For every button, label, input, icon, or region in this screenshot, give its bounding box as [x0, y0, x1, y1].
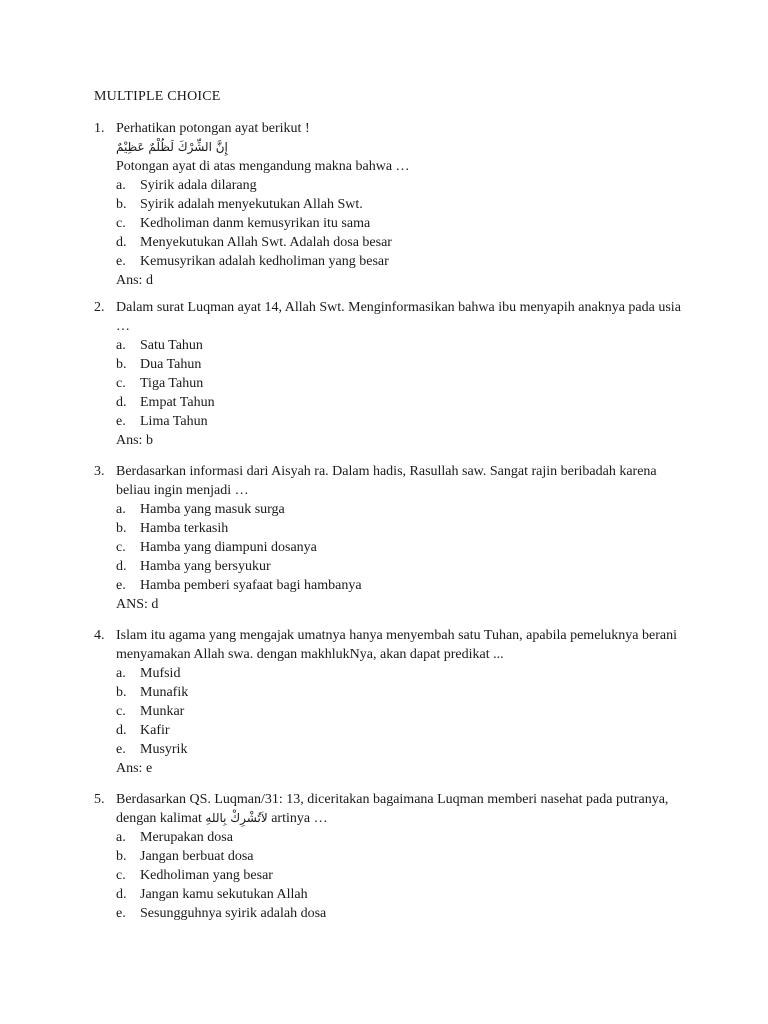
question-text: Islam itu agama yang mengajak umatnya hanya menyembah satu Tuhan, apabila pemeluknya berani menyamakan Allah swa. dengan makhlukNya, akan dapat predikat ... [116, 628, 677, 662]
option-text: Mufsid [140, 666, 181, 681]
answer-key: Ans: b [116, 433, 153, 448]
answer-key: Ans: d [116, 273, 153, 288]
question-text: Perhatikan potongan ayat berikut ! [116, 121, 310, 136]
option-text: Kedholiman yang besar [140, 868, 273, 883]
option-d [116, 557, 694, 576]
question-number: 4. [94, 628, 105, 643]
option-letter: d. [116, 235, 127, 250]
option-text: Kedholiman danm kemusyrikan itu sama [140, 216, 371, 231]
option-a [116, 828, 694, 847]
option-text: Syirik adala dilarang [140, 178, 257, 193]
question-number: 1. [94, 121, 105, 136]
option-letter: b. [116, 197, 127, 212]
arabic-phrase: لاَتُشْرِكْ بِاللهِ [205, 811, 268, 825]
option-e [116, 252, 694, 271]
question-5 [94, 790, 694, 923]
option-text: Sesungguhnya syirik adalah dosa [140, 906, 327, 921]
option-letter: c. [116, 704, 126, 719]
answer-key: ANS: d [116, 597, 159, 612]
question-number: 2. [94, 300, 105, 315]
option-d [116, 233, 694, 252]
option-text: Merupakan dosa [140, 830, 233, 845]
option-list [94, 828, 694, 923]
option-letter: b. [116, 357, 127, 372]
option-letter: d. [116, 559, 127, 574]
option-text: Hamba yang diampuni dosanya [140, 540, 317, 555]
option-text: Hamba yang masuk surga [140, 502, 285, 517]
option-list [94, 336, 694, 431]
question-stem [94, 298, 694, 336]
question-text: Berdasarkan informasi dari Aisyah ra. Dalam hadis, Rasullah saw. Sangat rajin beribadah karena beliau ingin menjadi … [116, 464, 657, 498]
option-letter: e. [116, 578, 126, 593]
option-a [116, 664, 694, 683]
question-text: Berdasarkan QS. Luqman/31: 13, diceritakan bagaimana Luqman memberi nasehat pada putranya, dengan kalimat [116, 792, 669, 826]
question-number: 5. [94, 792, 105, 807]
option-letter: a. [116, 830, 126, 845]
option-text: Hamba pemberi syafaat bagi hambanya [140, 578, 362, 593]
question-text-block [116, 790, 694, 828]
option-b [116, 519, 694, 538]
option-c [116, 214, 694, 233]
question-stem [94, 790, 694, 828]
option-text: Jangan berbuat dosa [140, 849, 254, 864]
option-c [116, 702, 694, 721]
question-4 [94, 626, 694, 778]
option-letter: c. [116, 216, 126, 231]
question-3 [94, 462, 694, 614]
option-text: Hamba yang bersyukur [140, 559, 271, 574]
option-c [116, 538, 694, 557]
option-text: Empat Tahun [140, 395, 215, 410]
question-2 [94, 298, 694, 450]
option-text: Dua Tahun [140, 357, 202, 372]
option-a [116, 176, 694, 195]
option-letter: e. [116, 742, 126, 757]
option-d [116, 885, 694, 904]
option-list [94, 664, 694, 759]
option-text: Kafir [140, 723, 170, 738]
option-letter: c. [116, 376, 126, 391]
option-text: Musyrik [140, 742, 188, 757]
option-letter: e. [116, 906, 126, 921]
option-d [116, 721, 694, 740]
option-b [116, 683, 694, 702]
option-text: Hamba terkasih [140, 521, 229, 536]
option-b [116, 355, 694, 374]
option-list [94, 176, 694, 271]
option-letter: a. [116, 502, 126, 517]
option-text: Kemusyrikan adalah kedholiman yang besar [140, 254, 389, 269]
option-a [116, 336, 694, 355]
option-text: Munafik [140, 685, 189, 700]
option-letter: c. [116, 868, 126, 883]
question-text-after: artinya … [271, 811, 328, 826]
question-stem [94, 626, 694, 664]
option-letter: e. [116, 254, 126, 269]
question-stem [94, 462, 694, 500]
option-letter: d. [116, 395, 127, 410]
question-prompt [94, 157, 694, 176]
option-list [94, 500, 694, 595]
option-text: Syirik adalah menyekutukan Allah Swt. [140, 197, 363, 212]
option-e [116, 576, 694, 595]
question-stem [94, 119, 694, 138]
answer-key: Ans: e [116, 761, 153, 776]
option-letter: c. [116, 540, 126, 555]
option-text: Jangan kamu sekutukan Allah [140, 887, 308, 902]
option-text: Satu Tahun [140, 338, 203, 353]
option-e [116, 740, 694, 759]
option-text: Tiga Tahun [140, 376, 204, 391]
question-text: Dalam surat Luqman ayat 14, Allah Swt. Menginformasikan bahwa ibu menyapih anaknya pada usia … [116, 300, 681, 334]
option-letter: b. [116, 521, 127, 536]
option-text: Lima Tahun [140, 414, 208, 429]
option-letter: b. [116, 685, 127, 700]
option-letter: a. [116, 178, 126, 193]
option-b [116, 195, 694, 214]
option-letter: a. [116, 666, 126, 681]
option-letter: a. [116, 338, 126, 353]
option-c [116, 866, 694, 885]
question-text-continued: Potongan ayat di atas mengandung makna bahwa … [116, 159, 410, 174]
option-c [116, 374, 694, 393]
option-letter: d. [116, 723, 127, 738]
page-title: MULTIPLE CHOICE [94, 89, 221, 104]
question-number: 3. [94, 464, 105, 479]
option-letter: e. [116, 414, 126, 429]
option-text: Munkar [140, 704, 185, 719]
option-text: Menyekutukan Allah Swt. Adalah dosa besar [140, 235, 392, 250]
option-letter: b. [116, 849, 127, 864]
question-1 [94, 119, 694, 290]
option-d [116, 393, 694, 412]
option-b [116, 847, 694, 866]
option-e [116, 412, 694, 431]
arabic-verse: إِنَّ الشِّرْكَ لَظُلْمٌ عَظِيْمٌ [116, 140, 228, 154]
option-letter: d. [116, 887, 127, 902]
option-a [116, 500, 694, 519]
option-e [116, 904, 694, 923]
arabic-verse-line [94, 138, 694, 157]
